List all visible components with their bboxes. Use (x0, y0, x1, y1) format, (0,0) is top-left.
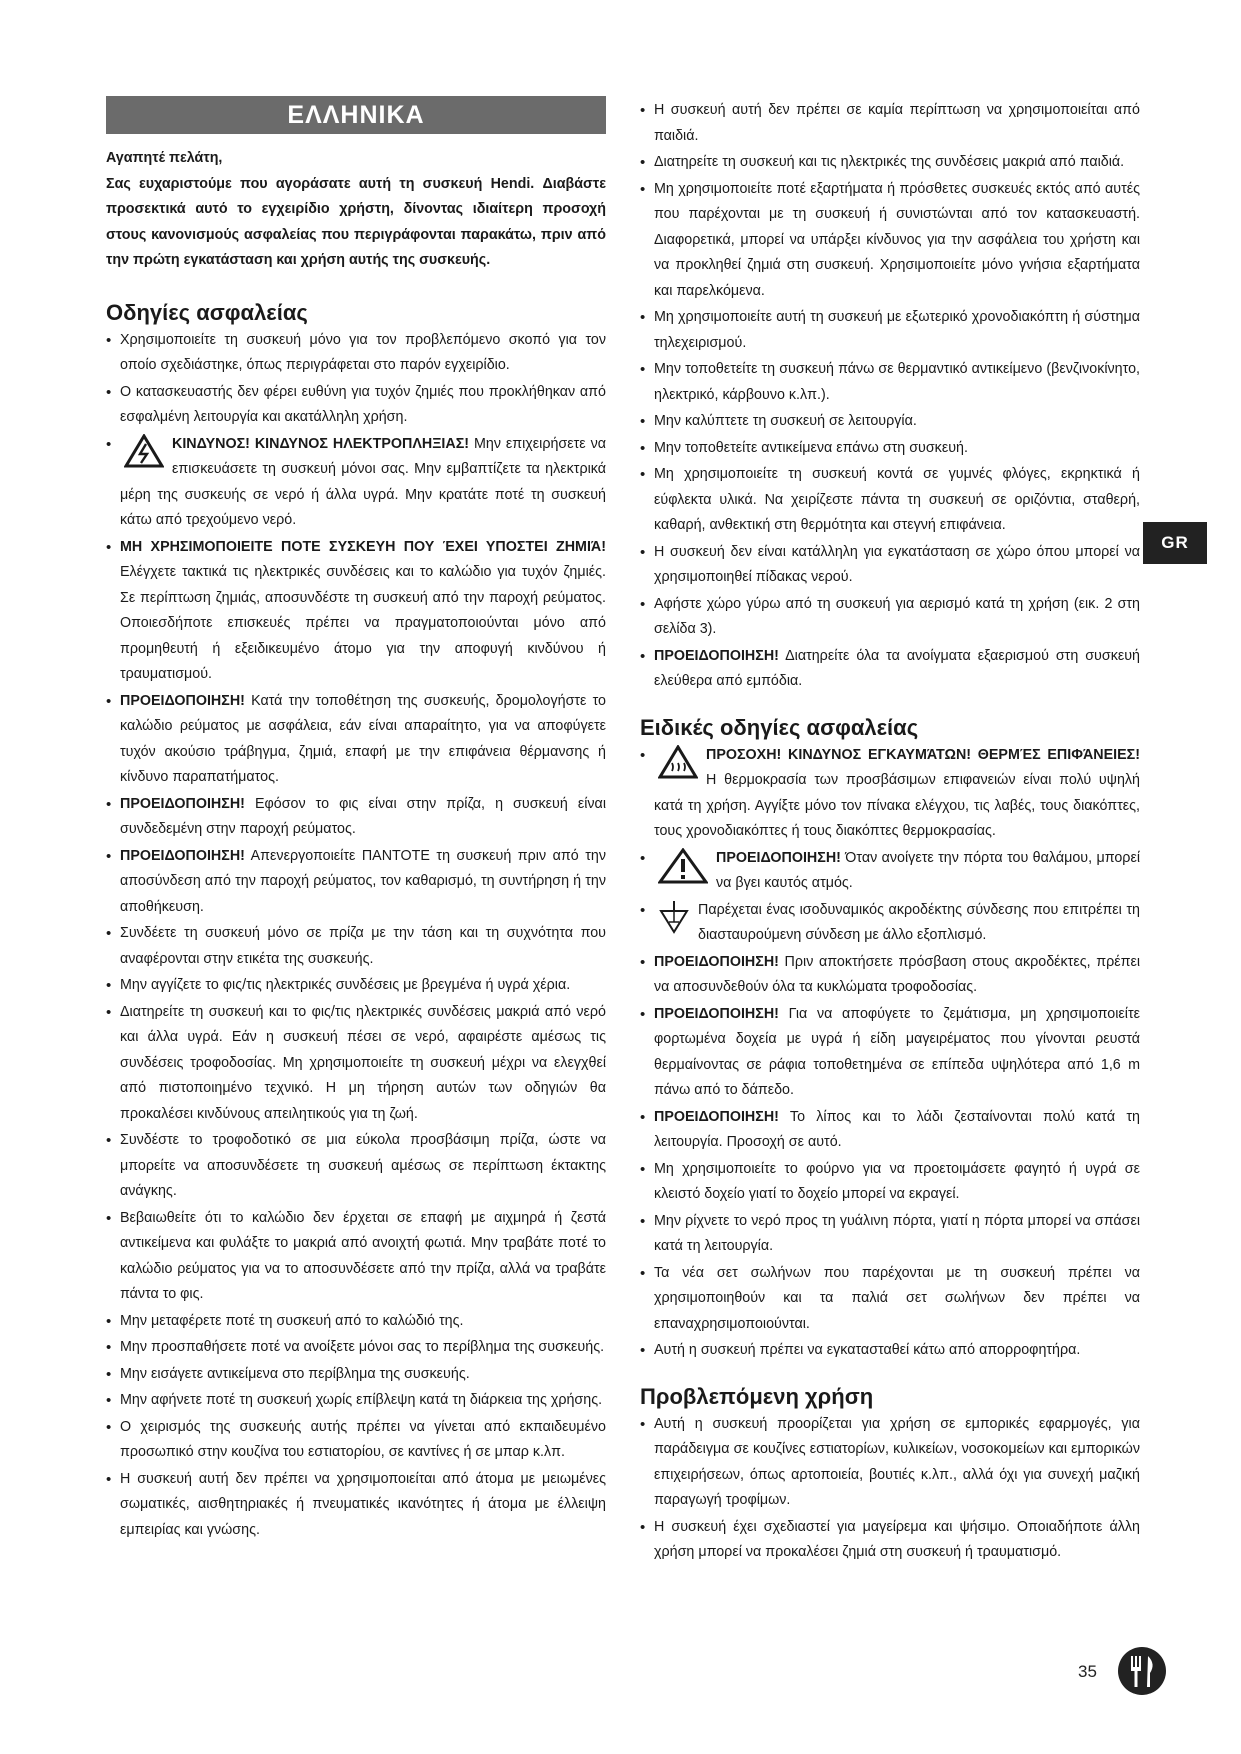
list-item: • Μην ρίχνετε το νερό προς τη γυάλινη πόρτα, γιατί η πόρτα μπορεί να σπάσει κατά τη λειτουργία. (640, 1209, 1140, 1260)
cutlery-logo-icon (1117, 1646, 1167, 1696)
list-item: • ΠΡΟΕΙΔΟΠΟΙΗΣΗ! Το λίπος και το λάδι ζεσταίνονται πολύ κατά τη λειτουργία. Προσοχή σε αυτό. (640, 1105, 1140, 1156)
list-item: • ΠΡΟΕΙΔΟΠΟΙΗΣΗ! Κατά την τοποθέτηση της συσκευής, δρομολογήστε το καλώδιο ρεύματος με ασφάλεια, εάν είναι απαραίτητο, για να αποφύγετε τυχόν ακούσιο τράβηγμα, ζημιά, επαφή με την επιφάνεια θέρμανσης ή κίνδυνο παραπατήματος. (106, 689, 606, 791)
list-item: • Ο χειρισμός της συσκευής αυτής πρέπει να γίνεται από εκπαιδευμένο προσωπικό στην κουζίνα του εστιατορίου, σε καντίνες ή σε μπαρ κ.λπ. (106, 1415, 606, 1466)
page-number: 35 (1078, 1662, 1097, 1681)
list-item: • Μην τοποθετείτε αντικείμενα επάνω στη συσκευή. (640, 436, 1140, 462)
left-column (106, 96, 606, 1544)
safety-list-continued (640, 98, 1140, 695)
list-item: • Αυτή η συσκευή προορίζεται για χρήση σε εμπορικές εφαρμογές, για παράδειγμα σε κουζίνες εστιατορίων, κυλικείων, νοσοκομείων και εμπορικών επιχειρήσεων, όπως αρτοποιεία, βουτιές κ.λπ., αλλά όχι για συνεχή μαζική παραγωγή τροφίμων. (640, 1412, 1140, 1514)
safety-list (106, 328, 606, 1544)
intended-use-list (640, 1412, 1140, 1566)
list-item: • ΜΗ ΧΡΗΣΙΜΟΠΟΙΕΙΤΕ ΠΟΤΕ ΣΥΣΚΕΥΗ ΠΟΥ ΈΧΕΙ ΥΠΟΣΤΕΙ ΖΗΜΙΆ! Ελέγχετε τακτικά τις ηλεκτρικές συνδέσεις και το καλώδιο για τυχόν ζημιές. Σε περίπτωση ζημιάς, αποσυνδέστε τη συσκευή από την παροχή ρεύματος. Οποιεσδήποτε επισκευές πρέπει να πραγματοποιούνται μόνο από προμηθευτή ή εξειδικευμένο άτομο για την αποφυγή κινδύνου ή τραυματισμού. (106, 535, 606, 688)
hot-surface-icon (658, 745, 698, 779)
intended-use-title: Προβλεπόμενη χρήση (640, 1383, 874, 1409)
list-item: • ΠΡΟΕΙΔΟΠΟΙΗΣΗ! Για να αποφύγετε το ζεμάτισμα, μη χρησιμοποιείτε φορτωμένα δοχεία με υγρά ή είδη μαγειρέματος που γίνονται ρευστά θερμαίνοντας σε ράφια τοποθετημένα σε επίπεδα υψηλότερα από 1,6 m πάνω από το δάπεδο. (640, 1002, 1140, 1104)
list-item: • ΠΡΟΕΙΔΟΠΟΙΗΣΗ! Εφόσον το φις είναι στην πρίζα, η συσκευή είναι συνδεδεμένη στην παροχή ρεύματος. (106, 792, 606, 843)
list-item: • ΠΡΟΕΙΔΟΠΟΙΗΣΗ! Απενεργοποιείτε ΠΑΝΤΟΤΕ τη συσκευή πριν από την αποσύνδεση από την παροχή ρεύματος, τον καθαρισμό, τη συντήρηση ή την αποθήκευση. (106, 844, 606, 921)
list-item: • Η συσκευή αυτή δεν πρέπει σε καμία περίπτωση να χρησιμοποιείται από παιδιά. (640, 98, 1140, 149)
list-item: • Μην μεταφέρετε ποτέ τη συσκευή από το καλώδιό της. (106, 1309, 606, 1335)
list-item: • Μην τοποθετείτε τη συσκευή πάνω σε θερμαντικό αντικείμενο (βενζινοκίνητο, ηλεκτρικό, κάρβουνο κ.λπ.). (640, 357, 1140, 408)
safety-title: Οδηγίες ασφαλείας (106, 299, 308, 325)
electric-hazard-icon (124, 434, 164, 468)
list-item: • Μην αγγίζετε το φις/τις ηλεκτρικές συνδέσεις με βρεγμένα ή υγρά χέρια. (106, 973, 606, 999)
list-item: • Η συσκευή αυτή δεν πρέπει να χρησιμοποιείται από άτομα με μειωμένες σωματικές, αισθητηριακές ή πνευματικές ικανότητες ή άτομα με έλλειψη εμπειρίας και γνώσης. (106, 1467, 606, 1544)
list-item: • ΠΡΟΣΟΧΗ! ΚΙΝΔΥΝΟΣ ΕΓΚΑΥΜΆΤΩΝ! ΘΕΡΜΈΣ ΕΠΙΦΆΝΕΙΕΣ! Η θερμοκρασία των προσβάσιμων επιφανειών είναι πολύ υψηλή κατά τη χρήση. Αγγίξτε μόνο τον πίνακα ελέγχου, τις λαβές, τους διακόπτες, τους χρονοδιακόπτες ή τους διακόπτες θερμοκρασίας. (640, 743, 1140, 845)
list-item: • Η συσκευή έχει σχεδιαστεί για μαγείρεμα και ψήσιμο. Οποιαδήποτε άλλη χρήση μπορεί να προκαλέσει ζημιά στη συσκευή ή τραυματισμό. (640, 1515, 1140, 1566)
list-item: • ΚΙΝΔΥΝΟΣ! ΚΙΝΔΥΝΟΣ ΗΛΕΚΤΡΟΠΛΗΞΙΑΣ! Μην επιχειρήσετε να επισκευάσετε τη συσκευή μόνοι σας. Μην εμβαπτίζετε τα ηλεκτρικά μέρη της συσκευής σε νερό ή άλλα υγρά. Μην κρατάτε ποτέ τη συσκευή κάτω από τρεχούμενο νερό. (106, 432, 606, 534)
list-item: • Μη χρησιμοποιείτε ποτέ εξαρτήματα ή πρόσθετες συσκευές εκτός από αυτές που παρέχονται με τη συσκευή ή συνιστώνται από τον κατασκευαστή. Διαφορετικά, μπορεί να υπάρξει κίνδυνος για την ασφάλεια του χρήστη και να προκληθεί ζημιά στη συσκευή. Χρησιμοποιείτε μόνο γνήσια εξαρτήματα και παρελκόμενα. (640, 177, 1140, 305)
equipotential-icon (658, 900, 690, 934)
list-item: • Τα νέα σετ σωλήνων που παρέχονται με τη συσκευή πρέπει να χρησιμοποιηθούν και τα παλιά σετ σωλήνων δεν πρέπει να επαναχρησιμοποιούνται. (640, 1261, 1140, 1338)
list-item: • Μην προσπαθήσετε ποτέ να ανοίξετε μόνοι σας το περίβλημα της συσκευής. (106, 1335, 606, 1361)
warning-icon (658, 848, 708, 884)
list-item: • ΠΡΟΕΙΔΟΠΟΙΗΣΗ! Πριν αποκτήσετε πρόσβαση στους ακροδέκτες, πρέπει να αποσυνδεθούν όλα τα κυκλώματα τροφοδοσίας. (640, 950, 1140, 1001)
list-item: • Αφήστε χώρο γύρω από τη συσκευή για αερισμό κατά τη χρήση (εικ. 2 στη σελίδα 3). (640, 592, 1140, 643)
special-safety-list (640, 743, 1140, 1364)
list-item: • Χρησιμοποιείτε τη συσκευή μόνο για τον προβλεπόμενο σκοπό για τον οποίο σχεδιάστηκε, όπως περιγράφεται στο παρόν εγχειρίδιο. (106, 328, 606, 379)
list-item: • Διατηρείτε τη συσκευή και τις ηλεκτρικές της συνδέσεις μακριά από παιδιά. (640, 150, 1140, 176)
list-item: • Συνδέστε το τροφοδοτικό σε μια εύκολα προσβάσιμη πρίζα, ώστε να μπορείτε να αποσυνδέσετε τη συσκευή αμέσως σε περίπτωση έκτακτης ανάγκης. (106, 1128, 606, 1205)
right-column (640, 98, 1140, 1567)
list-item: • Παρέχεται ένας ισοδυναμικός ακροδέκτης σύνδεσης που επιτρέπει τη διασταυρούμενη σύνδεση με άλλο εξοπλισμό. (640, 898, 1140, 949)
list-item: • Μην καλύπτετε τη συσκευή σε λειτουργία. (640, 409, 1140, 435)
language-banner: ΕΛΛΗΝΙΚΑ (106, 96, 606, 134)
language-tab: GR (1143, 522, 1207, 564)
list-item: • Μη χρησιμοποιείτε το φούρνο για να προετοιμάσετε φαγητό ή υγρά σε κλειστό δοχείο γιατί το δοχείο μπορεί να εκραγεί. (640, 1157, 1140, 1208)
list-item: • Βεβαιωθείτε ότι το καλώδιο δεν έρχεται σε επαφή με αιχμηρά ή ζεστά αντικείμενα και φυλάξτε το μακριά από ανοιχτή φωτιά. Μην τραβάτε ποτέ το καλώδιο ρεύματος για να το αποσυνδέσετε από την πρίζα, αλλά να τραβάτε πάντα το φις. (106, 1206, 606, 1308)
list-item: • ΠΡΟΕΙΔΟΠΟΙΗΣΗ! Όταν ανοίγετε την πόρτα του θαλάμου, μπορεί να βγει καυτός ατμός. (640, 846, 1140, 897)
list-item: • Μην αφήνετε ποτέ τη συσκευή χωρίς επίβλεψη κατά τη διάρκεια της χρήσης. (106, 1388, 606, 1414)
list-item: • Συνδέετε τη συσκευή μόνο σε πρίζα με την τάση και τη συχνότητα που αναφέρονται στην ετικέτα της συσκευής. (106, 921, 606, 972)
intro-text: Σας ευχαριστούμε που αγοράσατε αυτή τη συσκευή Hendi. Διαβάστε προσεκτικά αυτό το εγχειρίδιο χρήστη, δίνοντας ιδιαίτερη προσοχή στους κανονισμούς ασφαλείας που περιγράφονται παρακάτω, πριν από την πρώτη εγκατάσταση και χρήση αυτής της συσκευής. (106, 175, 606, 268)
intro-greeting: Αγαπητέ πελάτη, (106, 150, 223, 166)
intro (106, 146, 606, 274)
list-item: • Διατηρείτε τη συσκευή και το φις/τις ηλεκτρικές συνδέσεις μακριά από νερό και άλλα υγρά. Εάν η συσκευή πέσει σε νερό, αφαιρέστε αμέσως τις συνδέσεις τροφοδοσίας. Μη χρησιμοποιείτε τη συσκευή μέχρι να ελεγχθεί από πιστοποιημένο τεχνικό. Η μη τήρηση αυτών των οδηγιών θα προκαλέσει κινδύνους απειλητικούς για τη ζωή. (106, 1000, 606, 1128)
list-item: • Αυτή η συσκευή πρέπει να εγκατασταθεί κάτω από απορροφητήρα. (640, 1338, 1140, 1364)
list-item: • Η συσκευή δεν είναι κατάλληλη για εγκατάσταση σε χώρο όπου μπορεί να χρησιμοποιηθεί πίδακας νερού. (640, 540, 1140, 591)
special-safety-title: Ειδικές οδηγίες ασφαλείας (640, 714, 919, 740)
list-item: • ΠΡΟΕΙΔΟΠΟΙΗΣΗ! Διατηρείτε όλα τα ανοίγματα εξαερισμού στη συσκευή ελεύθερα από εμπόδια. (640, 644, 1140, 695)
list-item: • Μην εισάγετε αντικείμενα στο περίβλημα της συσκευής. (106, 1362, 606, 1388)
list-item: • Ο κατασκευαστής δεν φέρει ευθύνη για τυχόν ζημιές που προκλήθηκαν από εσφαλμένη λειτουργία και ακατάλληλη χρήση. (106, 380, 606, 431)
list-item: • Μη χρησιμοποιείτε τη συσκευή κοντά σε γυμνές φλόγες, εκρηκτικά ή εύφλεκτα υλικά. Να χειρίζεστε πάντα τη συσκευή σε οριζόντια, σταθερή, καθαρή, ανθεκτική στη θερμότητα και στεγνή επιφάνεια. (640, 462, 1140, 539)
list-item: • Μη χρησιμοποιείτε αυτή τη συσκευή με εξωτερικό χρονοδιακόπτη ή σύστημα τηλεχειρισμού. (640, 305, 1140, 356)
